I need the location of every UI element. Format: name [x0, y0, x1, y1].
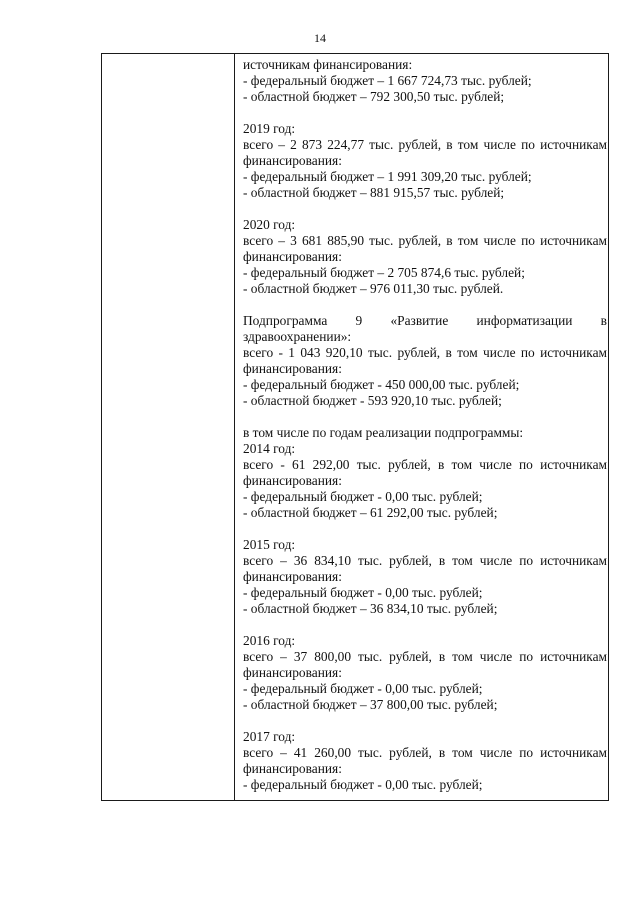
text-line: - федеральный бюджет - 0,00 тыс. рублей;: [243, 489, 483, 504]
text-line: всего – 41 260,00 тыс. рублей, в том числе по источникам: [243, 745, 607, 760]
text-line: - областной бюджет – 976 011,30 тыс. рублей.: [243, 281, 504, 296]
paragraph-gap: [243, 713, 607, 729]
text-line: здравоохранении»:: [243, 329, 352, 344]
text-line: Подпрограмма 9 «Развитие информатизации в: [243, 313, 607, 328]
page-number: 14: [314, 31, 326, 45]
text-line: - федеральный бюджет – 2 705 874,6 тыс. рублей;: [243, 265, 525, 280]
paragraph-gap: [243, 617, 607, 633]
text-line: всего – 2 873 224,77 тыс. рублей, в том числе по источникам: [243, 137, 607, 152]
text-line: источникам финансирования:: [243, 57, 413, 72]
paragraph-gap: [243, 201, 607, 217]
text-line: 2019 год:: [243, 121, 296, 136]
text-line: всего - 1 043 920,10 тыс. рублей, в том числе по источникам: [243, 345, 607, 360]
paragraph-gap: [243, 297, 607, 313]
text-line: в том числе по годам реализации подпрограммы:: [243, 425, 524, 440]
text-line: - областной бюджет – 37 800,00 тыс. рублей;: [243, 697, 498, 712]
financing-text-cell: [243, 57, 607, 793]
text-line: 2020 год:: [243, 217, 296, 232]
text-line: 2014 год:: [243, 441, 296, 456]
text-line: - областной бюджет – 61 292,00 тыс. рублей;: [243, 505, 498, 520]
text-line: - федеральный бюджет – 1 667 724,73 тыс. рублей;: [243, 73, 532, 88]
text-line: всего – 37 800,00 тыс. рублей, в том числе по источникам: [243, 649, 607, 664]
text-line: всего – 36 834,10 тыс. рублей, в том числе по источникам: [243, 553, 607, 568]
text-line: всего - 61 292,00 тыс. рублей, в том числе по источникам: [243, 457, 607, 472]
text-line: - федеральный бюджет - 0,00 тыс. рублей;: [243, 777, 483, 792]
paragraph-gap: [243, 105, 607, 121]
paragraph-gap: [243, 521, 607, 537]
text-line: финансирования:: [243, 473, 342, 488]
text-line: финансирования:: [243, 569, 342, 584]
document-table: [101, 53, 609, 801]
text-line: 2016 год:: [243, 633, 296, 648]
text-line: - областной бюджет - 593 920,10 тыс. рублей;: [243, 393, 502, 408]
text-line: финансирования:: [243, 361, 342, 376]
text-line: 2015 год:: [243, 537, 296, 552]
text-line: финансирования:: [243, 249, 342, 264]
text-line: - федеральный бюджет - 0,00 тыс. рублей;: [243, 585, 483, 600]
text-line: - федеральный бюджет - 0,00 тыс. рублей;: [243, 681, 483, 696]
text-line: - областной бюджет – 792 300,50 тыс. рублей;: [243, 89, 505, 104]
text-line: финансирования:: [243, 153, 342, 168]
text-line: 2017 год:: [243, 729, 296, 744]
text-line: всего – 3 681 885,90 тыс. рублей, в том числе по источникам: [243, 233, 607, 248]
text-line: финансирования:: [243, 665, 342, 680]
text-line: - областной бюджет – 36 834,10 тыс. рублей;: [243, 601, 498, 616]
text-line: финансирования:: [243, 761, 342, 776]
column-divider: [234, 54, 235, 800]
text-line: - областной бюджет – 881 915,57 тыс. рублей;: [243, 185, 505, 200]
paragraph-gap: [243, 409, 607, 425]
text-line: - федеральный бюджет - 450 000,00 тыс. рублей;: [243, 377, 520, 392]
text-line: - федеральный бюджет – 1 991 309,20 тыс. рублей;: [243, 169, 532, 184]
